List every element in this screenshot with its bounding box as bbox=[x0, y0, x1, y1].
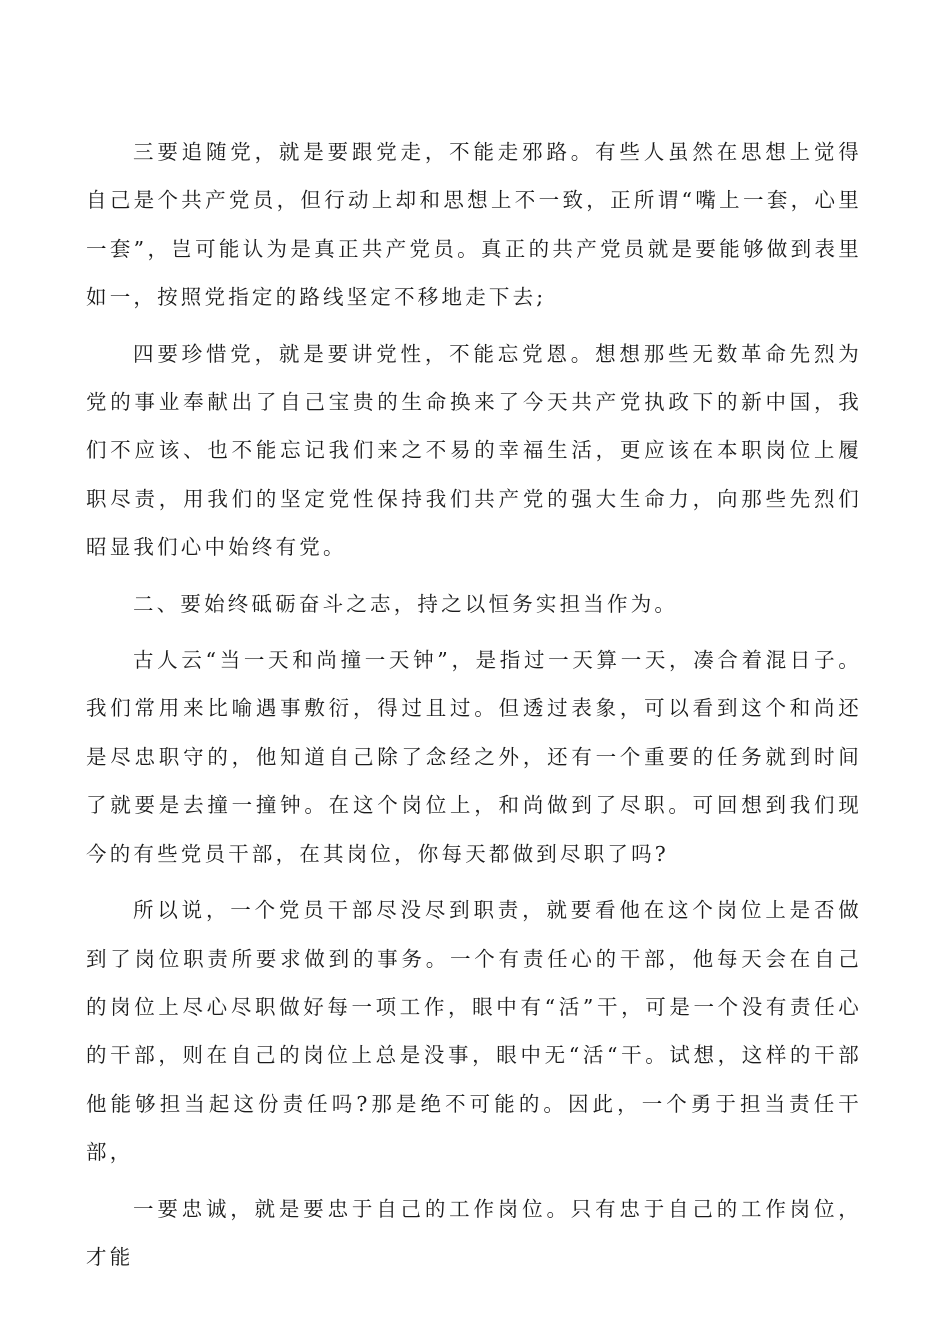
paragraph-cherish-party: 四要珍惜党，就是要讲党性，不能忘党恩。想想那些无数革命先烈为党的事业奉献出了自己宝贵的生命换来了今天共产党执政下的新中国，我们不应该、也不能忘记我们来之不易的幸福生活，更应该在本职岗位上履职尽责，用我们的坚定党性保持我们共产党的强大生命力，向那些先烈们昭显我们心中始终有党。 bbox=[86, 341, 862, 560]
document-body bbox=[86, 128, 862, 1289]
section-heading-two: 二、要始终砥砺奋斗之志，持之以恒务实担当作为。 bbox=[133, 591, 679, 616]
paragraph-follow-party: 三要追随党，就是要跟党走，不能走邪路。有些人虽然在思想上觉得自己是个共产党员，但行动上却和思想上不一致，正所谓“嘴上一套，心里一套”，岂可能认为是真正共产党员。真正的共产党员就是要能够做到表里如一，按照党指定的路线坚定不移地走下去; bbox=[86, 140, 862, 310]
paragraph-duty: 所以说，一个党员干部尽没尽到职责，就要看他在这个岗位上是否做到了岗位职责所要求做到的事务。一个有责任心的干部，他每天会在自己的岗位上尽心尽职做好每一项工作，眼中有“活”干，可是一个没有责任心的干部，则在自己的岗位上总是没事，眼中无“活“干。试想，这样的干部他能够担当起这份责任吗?那是绝不可能的。因此，一个勇于担当责任干部， bbox=[86, 898, 862, 1165]
paragraph-loyalty: 一要忠诚，就是要忠于自己的工作岗位。只有忠于自己的工作岗位，才能 bbox=[86, 1196, 862, 1269]
paragraph-monk-bell: 古人云“当一天和尚撞一天钟”，是指过一天算一天，凑合着混日子。我们常用来比喻遇事敷衍，得过且过。但透过表象，可以看到这个和尚还是尽忠职守的，他知道自己除了念经之外，还有一个重要的任务就到时间了就要是去撞一撞钟。在这个岗位上，和尚做到了尽职。可回想到我们现今的有些党员干部，在其岗位，你每天都做到尽职了吗? bbox=[86, 648, 862, 866]
